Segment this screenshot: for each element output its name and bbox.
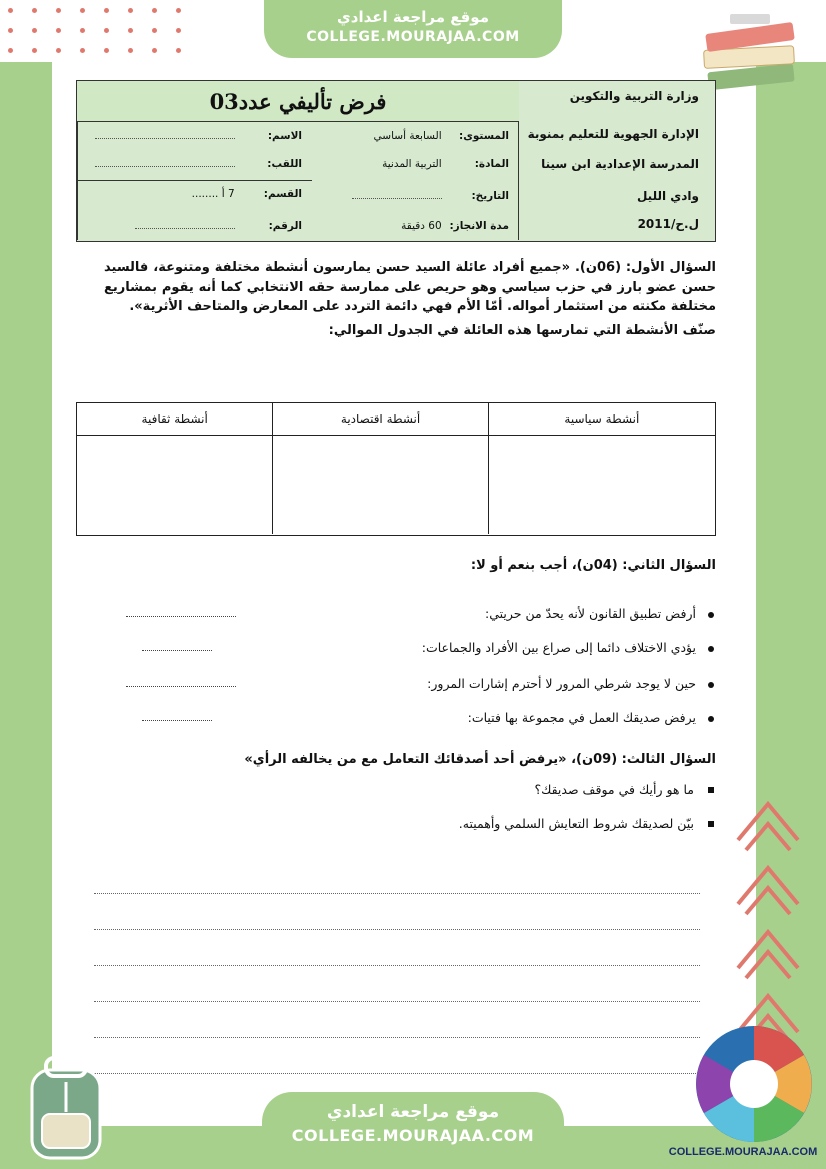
level-row	[374, 130, 509, 142]
list-item	[116, 676, 716, 696]
question-2-heading: السؤال الثاني: (04ن)، أجب بنعم أو لا:	[470, 558, 716, 573]
class-row	[192, 188, 302, 200]
subject-row	[382, 158, 509, 170]
question-1-text: «جميع أفراد عائلة السيد حسن يمارسون أنشطة مختلفة ومتنوعة، فالسيد حسن عضو بارز في حزب سياسي وهو حريص على ممارسة حقه الانتخابي كما أنه يقوم بمشاريع مختلفة مكنته من استثمار أمواله. أمّا الأم فهي دائمة التردد على المعارض والمتاحف الأثرية».	[104, 260, 716, 314]
political-activities-cell[interactable]	[488, 436, 715, 534]
answer-field[interactable]	[142, 720, 212, 721]
economic-activities-cell[interactable]	[272, 436, 487, 534]
statement: يرفض صديقك العمل في مجموعة بها فتيات:	[467, 710, 696, 725]
student-info	[77, 122, 312, 240]
date-label: التاريخ:	[471, 190, 509, 202]
answer-field[interactable]	[126, 686, 236, 687]
chevron-up-icon	[734, 920, 802, 984]
table-header	[77, 403, 715, 436]
ministry-name: وزارة التربية والتكوين	[569, 89, 699, 103]
subject-label: المادة:	[474, 158, 509, 170]
question-3-heading: السؤال الثالث: (09ن)، «يرفض أحد أصدقائك التعامل مع من يخالفه الرأي»	[244, 752, 716, 767]
regional-directorate: الإدارة الجهوية للتعليم بمنوبة	[527, 127, 699, 141]
exam-info	[77, 122, 519, 240]
square-bullet-icon	[708, 787, 714, 793]
exam-title: فرض تأليفي عدد03	[77, 81, 519, 122]
site-name: موقع مراجعة اعدادي	[326, 1102, 500, 1122]
school-location: وادي الليل	[636, 189, 699, 203]
answer-field[interactable]	[142, 650, 212, 651]
school-info	[518, 81, 715, 240]
duration-row	[401, 220, 509, 232]
exam-header	[76, 80, 716, 242]
table-row	[77, 436, 715, 534]
class-label: القسم:	[263, 188, 302, 200]
school-year: ل.ح/2011	[637, 217, 699, 231]
duration-value: 60 دقيقة	[401, 220, 442, 232]
subject-value: التربية المدنية	[382, 158, 442, 170]
site-name: موقع مراجعة اعدادي	[337, 8, 489, 26]
cultural-activities-header: أنشطة ثقافية	[141, 412, 208, 426]
surname-field[interactable]	[95, 165, 235, 167]
date-row	[352, 190, 509, 202]
surname-label: اللقب:	[267, 158, 302, 170]
number-field[interactable]	[135, 227, 235, 229]
chevron-up-icon	[734, 792, 802, 856]
site-banner-bottom[interactable]	[262, 1092, 564, 1169]
sub-question: ما هو رأيك في موقف صديقك؟	[534, 782, 694, 797]
statement: حين لا يوجد شرطي المرور لا أحترم إشارات المرور:	[427, 676, 696, 691]
number-label: الرقم:	[268, 220, 302, 232]
divider	[78, 180, 312, 181]
site-url: COLLEGE.MOURAJAA.COM	[291, 1126, 535, 1145]
site-url-label[interactable]: COLLEGE.MOURAJAA.COM	[668, 1146, 818, 1158]
list-item	[116, 710, 716, 730]
activities-table	[76, 402, 716, 536]
list-item	[459, 816, 716, 831]
answer-field[interactable]	[126, 616, 236, 617]
backpack-icon	[18, 1052, 114, 1164]
date-field[interactable]	[352, 197, 442, 199]
surname-row	[95, 158, 302, 170]
duration-label: مدة الانجاز:	[449, 220, 509, 232]
name-label: الاسم:	[267, 130, 302, 142]
question-1	[104, 258, 716, 340]
answer-lines[interactable]	[94, 858, 700, 1074]
class-value[interactable]: 7 أ ........	[191, 188, 235, 200]
name-field[interactable]	[95, 137, 235, 139]
square-bullet-icon	[708, 821, 714, 827]
cultural-activities-cell[interactable]	[77, 436, 272, 534]
economic-activities-header: أنشطة اقتصادية	[272, 403, 487, 435]
site-banner-top[interactable]	[264, 0, 562, 58]
question-1-heading: السؤال الأول: (06ن).	[574, 260, 717, 275]
site-url: COLLEGE.MOURAJAA.COM	[306, 29, 520, 45]
list-item	[116, 606, 716, 626]
level-label: المستوى:	[459, 130, 509, 142]
name-row	[95, 130, 302, 142]
subjects-wheel-icon	[694, 1024, 814, 1144]
school-name: المدرسة الإعدادية ابن سينا	[541, 157, 699, 171]
statement: أرفض تطبيق القانون لأنه يحدّ من حريتي:	[484, 606, 696, 621]
exam-details	[311, 122, 519, 240]
statement: يؤدي الاختلاف دائما إلى صراع بين الأفراد والجماعات:	[421, 640, 696, 655]
political-activities-header: أنشطة سياسية	[488, 403, 715, 435]
level-value: السابعة أساسي	[373, 130, 442, 142]
chevron-up-icon	[734, 856, 802, 920]
list-item	[116, 640, 716, 660]
number-row	[135, 220, 302, 232]
list-item	[534, 782, 716, 797]
question-1-instruction: صنّف الأنشطة التي تمارسها هذه العائلة في الجدول الموالي:	[328, 322, 716, 338]
sub-question: بيّن لصديقك شروط التعايش السلمي وأهميته.	[458, 816, 694, 831]
